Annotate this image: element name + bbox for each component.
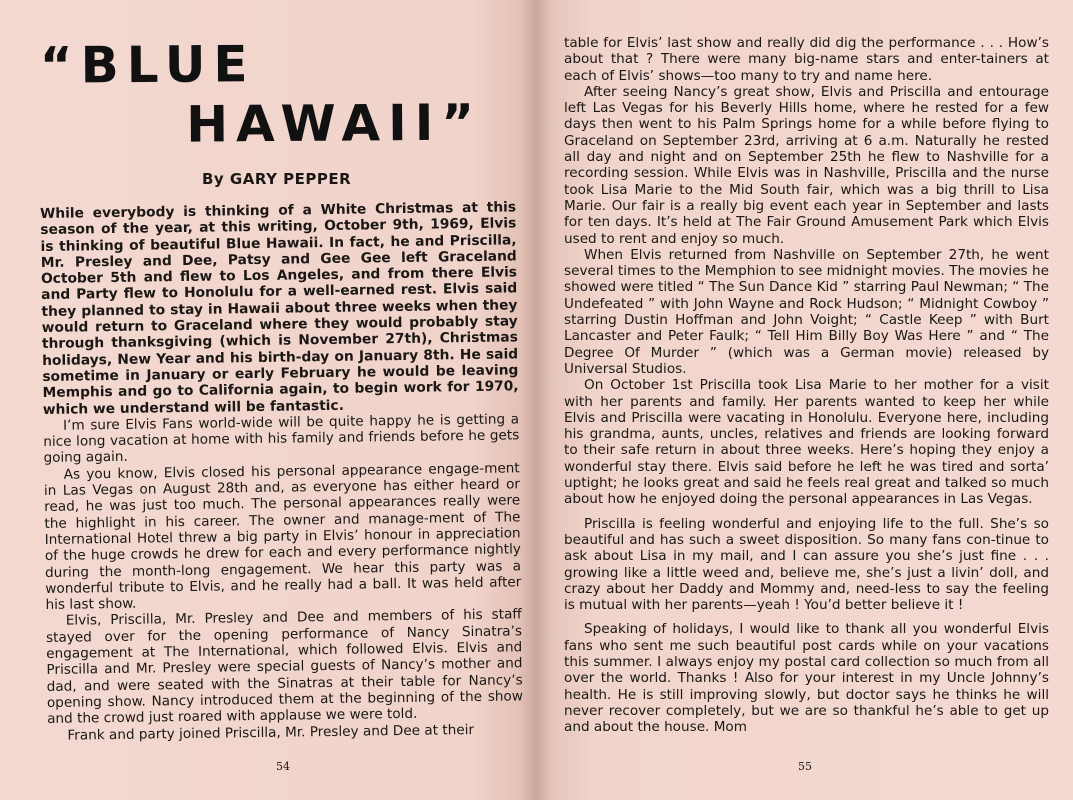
byline: By GARY PEPPER bbox=[202, 170, 352, 188]
body-paragraph: Elvis, Priscilla, Mr. Presley and Dee and members of his staff stayed over for the opening performance of Nancy Sinatra’s engagement at The International, which followed Elvis. Elvis and Priscilla and Mr. Presley were special guests of Nancy’s mother and dad, and were seated with the Sinatras at their table for Nancy’s opening show. Nancy introduced them at the beginning of the show and the crowd just roared with applause we were told. bbox=[45, 606, 524, 728]
body-paragraph: I’m sure Elvis Fans world-wide will be quite happy he is getting a nice long vacation at home with his family and friends before he gets going again. bbox=[43, 411, 520, 467]
left-page-body bbox=[40, 199, 523, 743]
lead-paragraph: While everybody is thinking of a White Christmas at this season of the year, at this writing, October 9th, 1969, Elvis is thinking of beautiful Blue Hawaii. In fact, he and Priscilla, Mr. Presley and Dee, Patsy and Gee Gee left Graceland October 5th and flew to Los Angeles, and from there Elvis and Party flew to Honolulu for a well-earned rest. Elvis said they planned to stay in Hawaii about three weeks when they would return to Graceland where they would probably stay through thanksgiving (which is November 27th), Christmas holidays, New Year and his birth-day on January 8th. He said sometime in January or early February he would be leaving Memphis and go to California again, to begin work for 1970, which we understand will be fantastic. bbox=[40, 199, 519, 418]
body-paragraph: When Elvis returned from Nashville on September 27th, he went several times to the Memphion to see midnight movies. The movies he showed were titled “ The Sun Dance Kid ” starring Paul Newman; “ The Undefeated ” with John Wayne and Rock Hudson; “ Midnight Cowboy ” starring Dustin Hoffman and John Voight; “ Castle Keep ” with Burt Lancaster and Peter Faulk; “ Tell Him Billy Boy Was Here ” and “ The Degree Of Murder ” (which was a German movie) released by Universal Studios. bbox=[564, 246, 1049, 377]
body-paragraph: As you know, Elvis closed his personal appearance engage-ment in Las Vegas on August 28th and, as everyone has either heard or read, he was just too much. The personal appearances really were the highlight in his career. The owner and manage-ment of The International Hotel threw a big party in Elvis’ honour in appreciation of the huge crowds he drew for each and every performance nightly during the month-long engagement. We hear this party was a wonderful tribute to Elvis, and he really had a ball. It was held after his last show. bbox=[43, 460, 522, 614]
body-paragraph: Speaking of holidays, I would like to thank all you wonderful Elvis fans who sent me such beautiful post cards while on your vacations this summer. I always enjoy my postal card collection so much from all over the world. Thanks ! Also for your interest in my Uncle Johnny’s health. He is still improving slowly, but doctor says he thinks he will never recover completely, but we are so thankful he’s able to get up and about the house. Mom bbox=[564, 621, 1049, 736]
body-paragraph: On October 1st Priscilla took Lisa Marie to her mother for a visit with her parents and family. Her parents wanted to keep her while Elvis and Priscilla were vacating in Honolulu. Everyone here, including his grandma, aunts, uncles, relatives and friends are looking forward to their safe return in about three weeks. Here’s hoping they enjoy a wonderful stay there. Elvis said before he left he was tired and sorta’ uptight; he looks great and said he feels real great and talked so much about how he enjoyed doing the personal appearances in Las Vegas. bbox=[564, 377, 1049, 508]
right-page-body bbox=[564, 35, 1049, 735]
article-title bbox=[40, 32, 521, 155]
title-line-2: HAWAII” bbox=[186, 93, 483, 154]
body-paragraph: table for Elvis’ last show and really did dig the performance . . . How’s about that ? There were many big-name stars and enter-tainers at each of Elvis’ shows—too many to try and name here. bbox=[564, 35, 1049, 84]
right-page bbox=[536, 0, 1073, 800]
left-page bbox=[0, 0, 536, 800]
page-number-right: 55 bbox=[798, 760, 812, 773]
body-paragraph: Frank and party joined Priscilla, Mr. Presley and Dee at their bbox=[67, 721, 475, 744]
body-paragraph: Priscilla is feeling wonderful and enjoying life to the full. She’s so beautiful and has such a sweet disposition. So many fans con-tinue to ask about Lisa in my mail, and I can assure you she’s just fine . . . growing like a little weed and, believe me, she’s just a livin’ doll, and crazy about her Daddy and Mommy and, need-less to say the feeling is mutual with her parents—yeah ! You’d better believe it ! bbox=[564, 515, 1049, 614]
body-paragraph: After seeing Nancy’s great show, Elvis and Priscilla and entourage left Las Vegas for his Beverly Hills home, where he rested for a few days then went to his Palm Springs home for a while before flying to Graceland on September 23rd, arriving at 6 a.m. Naturally he rested all day and night and on September 25th he flew to Nashville for a recording session. While Elvis was in Nashville, Priscilla and the nurse took Lisa Marie to the Mid South fair, which was a big thrill to Lisa Marie. Our fair is a really big event each year in September and lasts for ten days. It’s held at The Fair Ground Amusement Park which Elvis used to rent and enjoy so much. bbox=[564, 83, 1049, 247]
page-number-left: 54 bbox=[276, 760, 290, 773]
title-line-1: “BLUE bbox=[39, 35, 256, 95]
